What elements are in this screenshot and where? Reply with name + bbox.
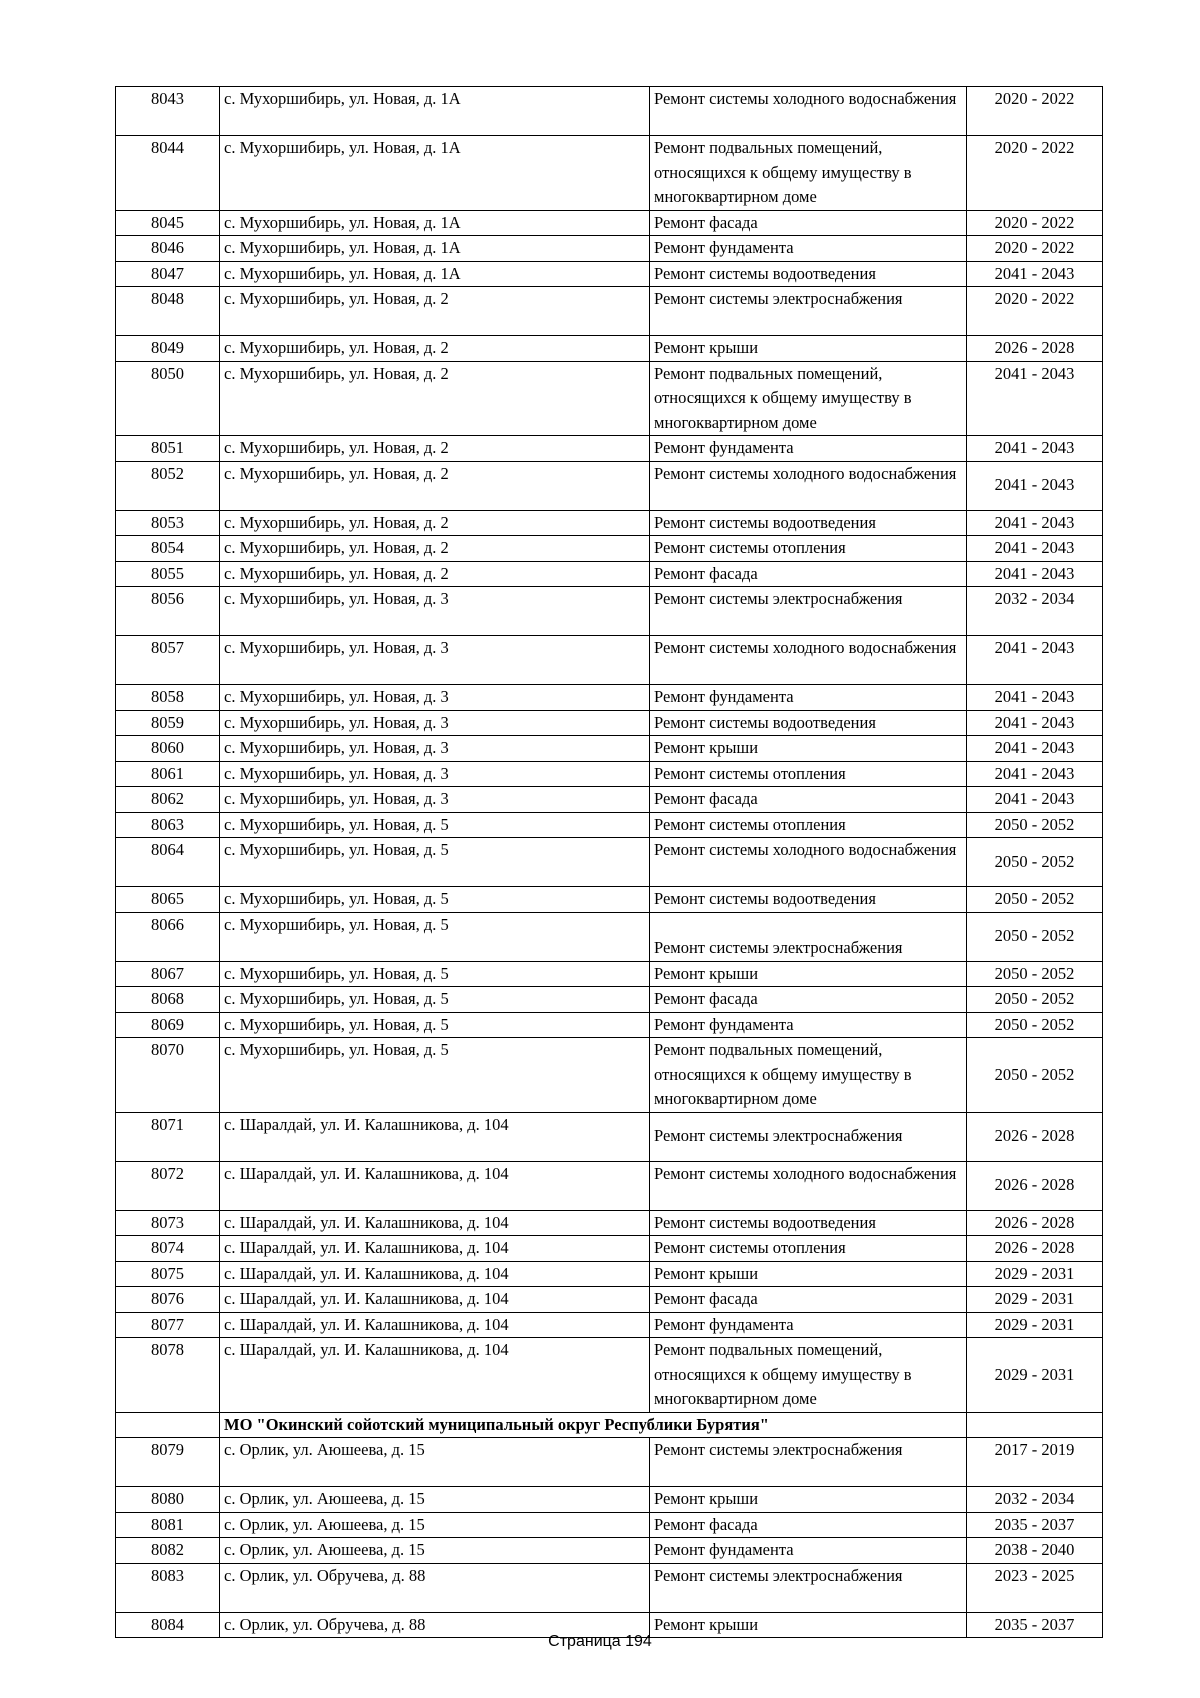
- row-number-cell: 8043: [116, 87, 220, 136]
- table-row: [116, 587, 1103, 636]
- period-cell: 2041 - 2043: [967, 361, 1103, 436]
- period-cell: 2041 - 2043: [967, 510, 1103, 536]
- address-cell: с. Шаралдай, ул. И. Калашникова, д. 104: [220, 1287, 650, 1313]
- work-type-cell: Ремонт системы электроснабжения: [650, 587, 967, 636]
- row-number-cell: 8054: [116, 536, 220, 562]
- table-row: [116, 736, 1103, 762]
- row-number-cell: 8074: [116, 1236, 220, 1262]
- work-type-cell: Ремонт подвальных помещений, относящихся к общему имуществу в многоквартирном доме: [650, 136, 967, 211]
- row-number-cell: 8049: [116, 336, 220, 362]
- work-type-cell: Ремонт системы электроснабжения: [650, 912, 967, 961]
- period-cell: 2041 - 2043: [967, 636, 1103, 685]
- work-type-cell: Ремонт системы холодного водоснабжения: [650, 838, 967, 887]
- table-row: [116, 787, 1103, 813]
- work-type-cell: Ремонт фундамента: [650, 436, 967, 462]
- period-cell: 2026 - 2028: [967, 336, 1103, 362]
- address-cell: с. Мухоршибирь, ул. Новая, д. 1А: [220, 236, 650, 262]
- work-type-cell: Ремонт системы холодного водоснабжения: [650, 87, 967, 136]
- work-type-cell: Ремонт фасада: [650, 1512, 967, 1538]
- address-cell: с. Орлик, ул. Аюшеева, д. 15: [220, 1438, 650, 1487]
- address-cell: с. Мухоршибирь, ул. Новая, д. 3: [220, 587, 650, 636]
- row-number-cell: 8048: [116, 287, 220, 336]
- table-row: [116, 1312, 1103, 1338]
- address-cell: с. Мухоршибирь, ул. Новая, д. 1А: [220, 136, 650, 211]
- period-cell: 2050 - 2052: [967, 1038, 1103, 1113]
- period-cell: 2050 - 2052: [967, 812, 1103, 838]
- address-cell: с. Мухоршибирь, ул. Новая, д. 5: [220, 987, 650, 1013]
- work-type-cell: Ремонт системы отопления: [650, 761, 967, 787]
- period-cell: 2020 - 2022: [967, 136, 1103, 211]
- row-number-cell: 8073: [116, 1210, 220, 1236]
- period-cell: 2035 - 2037: [967, 1512, 1103, 1538]
- period-cell: 2017 - 2019: [967, 1438, 1103, 1487]
- table-row: [116, 1210, 1103, 1236]
- table-row: [116, 961, 1103, 987]
- work-type-cell: Ремонт системы электроснабжения: [650, 1438, 967, 1487]
- address-cell: с. Мухоршибирь, ул. Новая, д. 1А: [220, 210, 650, 236]
- row-number-cell: 8067: [116, 961, 220, 987]
- row-number-cell: 8079: [116, 1438, 220, 1487]
- work-type-cell: Ремонт системы водоотведения: [650, 261, 967, 287]
- work-type-cell: Ремонт системы холодного водоснабжения: [650, 1161, 967, 1210]
- period-cell: 2020 - 2022: [967, 87, 1103, 136]
- section-row: [116, 1412, 1103, 1438]
- work-type-cell: Ремонт фундамента: [650, 1538, 967, 1564]
- work-type-cell: Ремонт подвальных помещений, относящихся к общему имуществу в многоквартирном доме: [650, 1038, 967, 1113]
- period-cell: 2026 - 2028: [967, 1236, 1103, 1262]
- table-row: [116, 336, 1103, 362]
- row-number-cell: 8068: [116, 987, 220, 1013]
- table-row: [116, 1112, 1103, 1161]
- table-row: [116, 1538, 1103, 1564]
- address-cell: с. Мухоршибирь, ул. Новая, д. 3: [220, 685, 650, 711]
- address-cell: с. Мухоршибирь, ул. Новая, д. 3: [220, 636, 650, 685]
- row-number-cell: 8055: [116, 561, 220, 587]
- table-row: [116, 636, 1103, 685]
- address-cell: с. Шаралдай, ул. И. Калашникова, д. 104: [220, 1236, 650, 1262]
- row-number-cell: 8059: [116, 710, 220, 736]
- works-schedule-table: [115, 86, 1103, 1638]
- table-row: [116, 1512, 1103, 1538]
- address-cell: с. Шаралдай, ул. И. Калашникова, д. 104: [220, 1161, 650, 1210]
- row-number-cell: 8053: [116, 510, 220, 536]
- work-type-cell: Ремонт системы электроснабжения: [650, 287, 967, 336]
- work-type-cell: Ремонт системы холодного водоснабжения: [650, 636, 967, 685]
- table-row: [116, 710, 1103, 736]
- period-cell: 2020 - 2022: [967, 287, 1103, 336]
- work-type-cell: Ремонт фундамента: [650, 1312, 967, 1338]
- address-cell: с. Мухоршибирь, ул. Новая, д. 3: [220, 736, 650, 762]
- table-row: [116, 912, 1103, 961]
- work-type-cell: Ремонт системы электроснабжения: [650, 1112, 967, 1161]
- row-number-cell: 8072: [116, 1161, 220, 1210]
- period-cell: 2029 - 2031: [967, 1338, 1103, 1413]
- period-cell: 2041 - 2043: [967, 685, 1103, 711]
- address-cell: с. Мухоршибирь, ул. Новая, д. 5: [220, 912, 650, 961]
- address-cell: с. Мухоршибирь, ул. Новая, д. 2: [220, 536, 650, 562]
- table-row: [116, 1161, 1103, 1210]
- period-cell: 2032 - 2034: [967, 587, 1103, 636]
- work-type-cell: Ремонт системы отопления: [650, 812, 967, 838]
- address-cell: с. Мухоршибирь, ул. Новая, д. 2: [220, 461, 650, 510]
- row-number-cell: 8046: [116, 236, 220, 262]
- table-row: [116, 510, 1103, 536]
- table-row: [116, 1487, 1103, 1513]
- period-cell: 2026 - 2028: [967, 1210, 1103, 1236]
- row-number-cell: 8058: [116, 685, 220, 711]
- table-row: [116, 1261, 1103, 1287]
- work-type-cell: Ремонт системы водоотведения: [650, 1210, 967, 1236]
- row-number-cell: 8082: [116, 1538, 220, 1564]
- address-cell: с. Орлик, ул. Обручева, д. 88: [220, 1612, 650, 1638]
- row-number-cell: 8045: [116, 210, 220, 236]
- table-row: [116, 136, 1103, 211]
- row-number-cell: 8065: [116, 887, 220, 913]
- address-cell: с. Мухоршибирь, ул. Новая, д. 2: [220, 287, 650, 336]
- table-row: [116, 287, 1103, 336]
- period-cell: 2041 - 2043: [967, 761, 1103, 787]
- table-row: [116, 1438, 1103, 1487]
- address-cell: с. Орлик, ул. Аюшеева, д. 15: [220, 1487, 650, 1513]
- row-number-cell: 8066: [116, 912, 220, 961]
- address-cell: с. Шаралдай, ул. И. Калашникова, д. 104: [220, 1112, 650, 1161]
- period-cell: 2050 - 2052: [967, 887, 1103, 913]
- address-cell: с. Шаралдай, ул. И. Калашникова, д. 104: [220, 1261, 650, 1287]
- period-cell: 2041 - 2043: [967, 710, 1103, 736]
- address-cell: с. Шаралдай, ул. И. Калашникова, д. 104: [220, 1312, 650, 1338]
- row-number-cell: 8056: [116, 587, 220, 636]
- work-type-cell: Ремонт фасада: [650, 987, 967, 1013]
- period-cell: 2041 - 2043: [967, 736, 1103, 762]
- row-number-cell: 8069: [116, 1012, 220, 1038]
- table-row: [116, 1287, 1103, 1313]
- address-cell: с. Мухоршибирь, ул. Новая, д. 5: [220, 1012, 650, 1038]
- row-number-cell: 8083: [116, 1563, 220, 1612]
- work-type-cell: Ремонт системы отопления: [650, 1236, 967, 1262]
- table-row: [116, 685, 1103, 711]
- table-row: [116, 536, 1103, 562]
- address-cell: с. Шаралдай, ул. И. Калашникова, д. 104: [220, 1338, 650, 1413]
- work-type-cell: Ремонт подвальных помещений, относящихся к общему имуществу в многоквартирном доме: [650, 1338, 967, 1413]
- row-number-cell: 8084: [116, 1612, 220, 1638]
- table-row: [116, 838, 1103, 887]
- address-cell: с. Мухоршибирь, ул. Новая, д. 2: [220, 510, 650, 536]
- row-number-cell: 8080: [116, 1487, 220, 1513]
- table-row: [116, 87, 1103, 136]
- work-type-cell: Ремонт системы холодного водоснабжения: [650, 461, 967, 510]
- period-cell: 2032 - 2034: [967, 1487, 1103, 1513]
- period-cell: 2026 - 2028: [967, 1112, 1103, 1161]
- row-number-cell: 8063: [116, 812, 220, 838]
- table-row: [116, 236, 1103, 262]
- work-type-cell: Ремонт крыши: [650, 961, 967, 987]
- address-cell: с. Мухоршибирь, ул. Новая, д. 3: [220, 761, 650, 787]
- address-cell: с. Мухоршибирь, ул. Новая, д. 5: [220, 838, 650, 887]
- address-cell: с. Мухоршибирь, ул. Новая, д. 1А: [220, 87, 650, 136]
- period-cell: 2041 - 2043: [967, 536, 1103, 562]
- address-cell: с. Мухоршибирь, ул. Новая, д. 1А: [220, 261, 650, 287]
- address-cell: с. Мухоршибирь, ул. Новая, д. 3: [220, 710, 650, 736]
- work-type-cell: Ремонт крыши: [650, 736, 967, 762]
- period-cell: 2026 - 2028: [967, 1161, 1103, 1210]
- address-cell: с. Мухоршибирь, ул. Новая, д. 5: [220, 1038, 650, 1113]
- period-cell: 2029 - 2031: [967, 1312, 1103, 1338]
- table-row: [116, 1338, 1103, 1413]
- period-cell: 2029 - 2031: [967, 1287, 1103, 1313]
- row-number-cell: 8050: [116, 361, 220, 436]
- row-number-cell: 8070: [116, 1038, 220, 1113]
- work-type-cell: Ремонт фасада: [650, 210, 967, 236]
- period-cell: 2041 - 2043: [967, 436, 1103, 462]
- table-row: [116, 461, 1103, 510]
- work-type-cell: Ремонт системы электроснабжения: [650, 1563, 967, 1612]
- row-number-cell: 8075: [116, 1261, 220, 1287]
- table-row: [116, 812, 1103, 838]
- table-row: [116, 761, 1103, 787]
- work-type-cell: Ремонт фасада: [650, 1287, 967, 1313]
- period-cell: 2038 - 2040: [967, 1538, 1103, 1564]
- address-cell: с. Мухоршибирь, ул. Новая, д. 2: [220, 436, 650, 462]
- period-cell: 2020 - 2022: [967, 210, 1103, 236]
- address-cell: с. Орлик, ул. Аюшеева, д. 15: [220, 1512, 650, 1538]
- page-number: Страница 194: [548, 1633, 652, 1650]
- row-number-cell: 8078: [116, 1338, 220, 1413]
- period-cell: 2050 - 2052: [967, 838, 1103, 887]
- work-type-cell: Ремонт крыши: [650, 1612, 967, 1638]
- row-number-cell: 8057: [116, 636, 220, 685]
- table-body: [116, 87, 1103, 1638]
- work-type-cell: Ремонт крыши: [650, 336, 967, 362]
- work-type-cell: Ремонт фасада: [650, 787, 967, 813]
- table-row: [116, 987, 1103, 1013]
- period-cell: 2050 - 2052: [967, 912, 1103, 961]
- work-type-cell: Ремонт фасада: [650, 561, 967, 587]
- period-cell: 2020 - 2022: [967, 236, 1103, 262]
- address-cell: с. Мухоршибирь, ул. Новая, д. 2: [220, 361, 650, 436]
- row-number-cell: 8077: [116, 1312, 220, 1338]
- address-cell: с. Мухоршибирь, ул. Новая, д. 2: [220, 336, 650, 362]
- period-cell: 2050 - 2052: [967, 987, 1103, 1013]
- address-cell: с. Мухоршибирь, ул. Новая, д. 3: [220, 787, 650, 813]
- table-row: [116, 1038, 1103, 1113]
- table-row: [116, 261, 1103, 287]
- section-heading: МО "Окинский сойотский муниципальный округ Республики Бурятия": [220, 1412, 967, 1438]
- work-type-cell: Ремонт системы водоотведения: [650, 710, 967, 736]
- row-number-cell: 8044: [116, 136, 220, 211]
- table-row: [116, 436, 1103, 462]
- address-cell: с. Мухоршибирь, ул. Новая, д. 2: [220, 561, 650, 587]
- work-type-cell: Ремонт подвальных помещений, относящихся к общему имуществу в многоквартирном доме: [650, 361, 967, 436]
- row-number-cell: 8047: [116, 261, 220, 287]
- table-row: [116, 887, 1103, 913]
- work-type-cell: Ремонт фундамента: [650, 1012, 967, 1038]
- period-cell: 2041 - 2043: [967, 461, 1103, 510]
- work-type-cell: Ремонт системы водоотведения: [650, 510, 967, 536]
- work-type-cell: Ремонт крыши: [650, 1487, 967, 1513]
- period-cell: 2041 - 2043: [967, 561, 1103, 587]
- period-cell: 2050 - 2052: [967, 961, 1103, 987]
- row-number-cell: 8062: [116, 787, 220, 813]
- table-row: [116, 210, 1103, 236]
- address-cell: с. Орлик, ул. Обручева, д. 88: [220, 1563, 650, 1612]
- work-type-cell: Ремонт фундамента: [650, 236, 967, 262]
- work-type-cell: Ремонт фундамента: [650, 685, 967, 711]
- table-row: [116, 561, 1103, 587]
- period-cell: 2023 - 2025: [967, 1563, 1103, 1612]
- work-type-cell: Ремонт системы отопления: [650, 536, 967, 562]
- period-cell: 2041 - 2043: [967, 261, 1103, 287]
- address-cell: с. Мухоршибирь, ул. Новая, д. 5: [220, 887, 650, 913]
- table-row: [116, 361, 1103, 436]
- row-number-cell: 8064: [116, 838, 220, 887]
- row-number-cell: [116, 1412, 220, 1438]
- address-cell: с. Шаралдай, ул. И. Калашникова, д. 104: [220, 1210, 650, 1236]
- address-cell: с. Орлик, ул. Аюшеева, д. 15: [220, 1538, 650, 1564]
- row-number-cell: 8071: [116, 1112, 220, 1161]
- table-row: [116, 1236, 1103, 1262]
- period-cell: 2035 - 2037: [967, 1612, 1103, 1638]
- period-cell: [967, 1412, 1103, 1438]
- row-number-cell: 8076: [116, 1287, 220, 1313]
- row-number-cell: 8060: [116, 736, 220, 762]
- address-cell: с. Мухоршибирь, ул. Новая, д. 5: [220, 961, 650, 987]
- table-row: [116, 1563, 1103, 1612]
- row-number-cell: 8052: [116, 461, 220, 510]
- row-number-cell: 8061: [116, 761, 220, 787]
- work-type-cell: Ремонт системы водоотведения: [650, 887, 967, 913]
- row-number-cell: 8051: [116, 436, 220, 462]
- address-cell: с. Мухоршибирь, ул. Новая, д. 5: [220, 812, 650, 838]
- work-type-cell: Ремонт крыши: [650, 1261, 967, 1287]
- period-cell: 2029 - 2031: [967, 1261, 1103, 1287]
- period-cell: 2050 - 2052: [967, 1012, 1103, 1038]
- table-row: [116, 1012, 1103, 1038]
- row-number-cell: 8081: [116, 1512, 220, 1538]
- period-cell: 2041 - 2043: [967, 787, 1103, 813]
